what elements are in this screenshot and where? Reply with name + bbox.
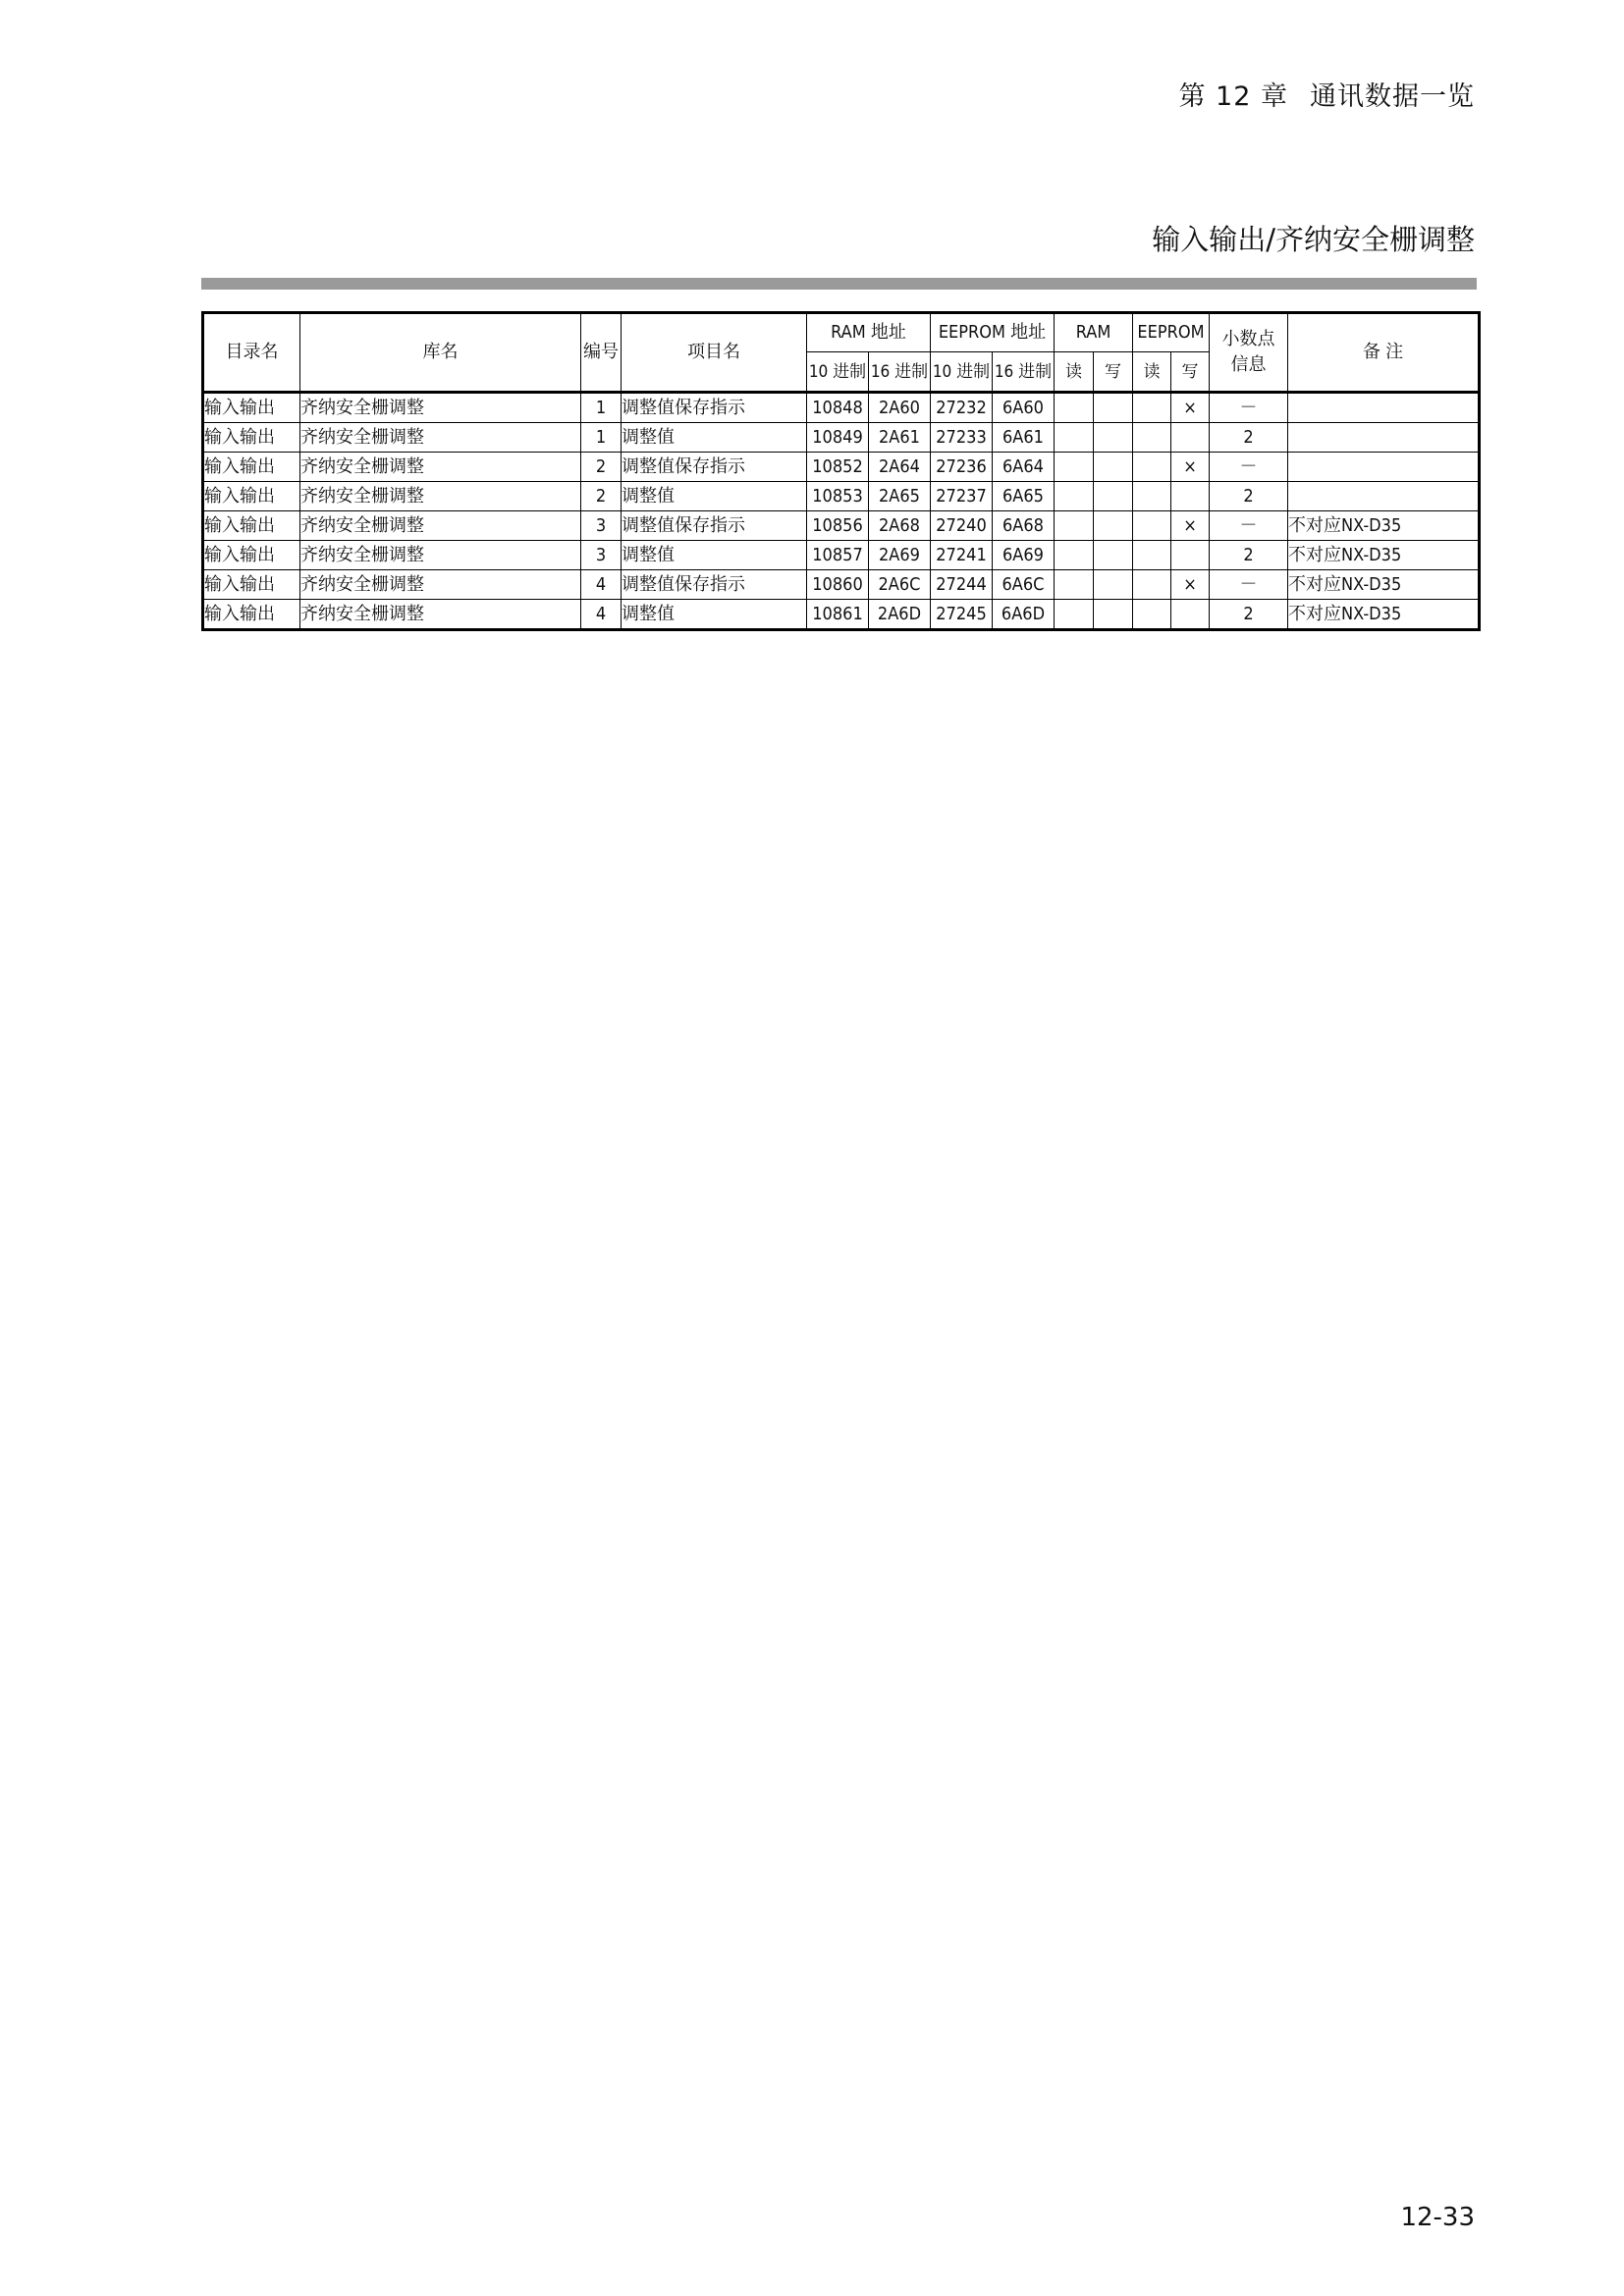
- col-header-decimal-info: 小数点信息: [1210, 313, 1288, 393]
- section-title: 输入输出/齐纳安全栅调整: [1152, 223, 1475, 256]
- cell-directory: 输入输出: [203, 600, 300, 630]
- cell-ram-read: [1055, 570, 1094, 600]
- cell-eeprom-dec: 27240: [931, 511, 993, 541]
- col-header-ram-address: RAM 地址: [807, 313, 931, 352]
- cell-eeprom-read: [1133, 570, 1171, 600]
- cell-directory: 输入输出: [203, 511, 300, 541]
- cell-number: 4: [581, 600, 622, 630]
- cell-eeprom-write: [1171, 482, 1210, 511]
- cell-library: 齐纳安全栅调整: [300, 511, 581, 541]
- cell-ram-hex: 2A61: [869, 423, 931, 453]
- cell-ram-hex: 2A6C: [869, 570, 931, 600]
- cell-eeprom-read: [1133, 423, 1171, 453]
- table-row: [203, 482, 1480, 511]
- cell-ram-dec: 10860: [807, 570, 869, 600]
- cell-ram-write: [1094, 570, 1133, 600]
- cell-remarks: 不对应NX-D35: [1288, 570, 1480, 600]
- col-header-ram-write: 写: [1094, 352, 1133, 393]
- col-header-eeprom-dec: 10 进制: [931, 352, 993, 393]
- cell-eeprom-hex: 6A68: [993, 511, 1055, 541]
- cell-number: 4: [581, 570, 622, 600]
- cell-ram-read: [1055, 482, 1094, 511]
- cell-number: 1: [581, 393, 622, 423]
- cell-ram-read: [1055, 453, 1094, 482]
- chapter-label: 第 12 章: [1178, 81, 1288, 112]
- cell-eeprom-dec: 27236: [931, 453, 993, 482]
- cell-eeprom-dec: 27241: [931, 541, 993, 570]
- cell-eeprom-hex: 6A61: [993, 423, 1055, 453]
- cell-decimal: 2: [1210, 482, 1288, 511]
- cell-number: 3: [581, 541, 622, 570]
- col-header-eeprom-address: EEPROM 地址: [931, 313, 1055, 352]
- cell-ram-dec: 10861: [807, 600, 869, 630]
- table-row: [203, 453, 1480, 482]
- cell-ram-write: [1094, 423, 1133, 453]
- table-row: [203, 570, 1480, 600]
- cell-remarks: 不对应NX-D35: [1288, 600, 1480, 630]
- col-header-remarks: 备 注: [1288, 313, 1480, 393]
- cell-ram-read: [1055, 600, 1094, 630]
- cell-item: 调整值保存指示: [622, 393, 807, 423]
- cell-ram-hex: 2A60: [869, 393, 931, 423]
- table-row: [203, 393, 1480, 423]
- cell-item: 调整值: [622, 541, 807, 570]
- col-header-ram: RAM: [1055, 313, 1133, 352]
- cell-eeprom-read: [1133, 453, 1171, 482]
- table-row: [203, 600, 1480, 630]
- cell-eeprom-hex: 6A64: [993, 453, 1055, 482]
- cell-eeprom-dec: 27245: [931, 600, 993, 630]
- cell-eeprom-hex: 6A6D: [993, 600, 1055, 630]
- cell-library: 齐纳安全栅调整: [300, 541, 581, 570]
- cell-eeprom-dec: 27232: [931, 393, 993, 423]
- col-header-ram-dec: 10 进制: [807, 352, 869, 393]
- section-divider: [201, 278, 1477, 290]
- cell-ram-read: [1055, 511, 1094, 541]
- col-header-number: 编号: [581, 313, 622, 393]
- cell-ram-hex: 2A65: [869, 482, 931, 511]
- cell-item: 调整值: [622, 482, 807, 511]
- cell-ram-write: [1094, 600, 1133, 630]
- col-header-directory: 目录名: [203, 313, 300, 393]
- table-body: [203, 393, 1480, 630]
- cell-ram-hex: 2A64: [869, 453, 931, 482]
- cell-eeprom-read: [1133, 482, 1171, 511]
- col-header-eeprom-read: 读: [1133, 352, 1171, 393]
- cell-ram-dec: 10849: [807, 423, 869, 453]
- cell-item: 调整值: [622, 423, 807, 453]
- cell-item: 调整值保存指示: [622, 511, 807, 541]
- cell-eeprom-write: ×: [1171, 511, 1210, 541]
- cell-eeprom-write: [1171, 423, 1210, 453]
- cell-directory: 输入输出: [203, 423, 300, 453]
- cell-eeprom-write: [1171, 541, 1210, 570]
- col-header-item: 项目名: [622, 313, 807, 393]
- cell-library: 齐纳安全栅调整: [300, 570, 581, 600]
- cell-eeprom-write: ×: [1171, 570, 1210, 600]
- cell-library: 齐纳安全栅调整: [300, 423, 581, 453]
- cell-number: 3: [581, 511, 622, 541]
- cell-eeprom-read: [1133, 511, 1171, 541]
- cell-ram-hex: 2A69: [869, 541, 931, 570]
- col-header-ram-read: 读: [1055, 352, 1094, 393]
- cell-remarks: [1288, 482, 1480, 511]
- cell-ram-write: [1094, 511, 1133, 541]
- cell-eeprom-hex: 6A60: [993, 393, 1055, 423]
- cell-library: 齐纳安全栅调整: [300, 453, 581, 482]
- cell-eeprom-hex: 6A6C: [993, 570, 1055, 600]
- cell-ram-hex: 2A68: [869, 511, 931, 541]
- cell-item: 调整值: [622, 600, 807, 630]
- cell-number: 1: [581, 423, 622, 453]
- col-header-ram-hex: 16 进制: [869, 352, 931, 393]
- cell-ram-dec: 10853: [807, 482, 869, 511]
- cell-ram-dec: 10848: [807, 393, 869, 423]
- cell-ram-dec: 10852: [807, 453, 869, 482]
- cell-library: 齐纳安全栅调整: [300, 482, 581, 511]
- cell-eeprom-write: ×: [1171, 453, 1210, 482]
- cell-directory: 输入输出: [203, 453, 300, 482]
- table-row: [203, 511, 1480, 541]
- cell-remarks: [1288, 453, 1480, 482]
- cell-eeprom-hex: 6A65: [993, 482, 1055, 511]
- cell-remarks: 不对应NX-D35: [1288, 541, 1480, 570]
- cell-item: 调整值保存指示: [622, 570, 807, 600]
- cell-ram-dec: 10857: [807, 541, 869, 570]
- table-row: [203, 423, 1480, 453]
- cell-directory: 输入输出: [203, 393, 300, 423]
- chapter-header: [1178, 75, 1475, 113]
- cell-ram-read: [1055, 423, 1094, 453]
- chapter-title: 通讯数据一览: [1310, 81, 1475, 112]
- cell-decimal: －: [1210, 453, 1288, 482]
- cell-directory: 输入输出: [203, 570, 300, 600]
- register-table: [201, 311, 1481, 631]
- cell-ram-write: [1094, 482, 1133, 511]
- cell-ram-write: [1094, 453, 1133, 482]
- cell-remarks: [1288, 393, 1480, 423]
- page-number: 12-33: [1400, 2203, 1475, 2232]
- cell-decimal: 2: [1210, 600, 1288, 630]
- table-header: [203, 313, 1480, 393]
- cell-decimal: －: [1210, 393, 1288, 423]
- cell-eeprom-write: [1171, 600, 1210, 630]
- cell-number: 2: [581, 482, 622, 511]
- col-header-eeprom: EEPROM: [1133, 313, 1210, 352]
- col-header-library: 库名: [300, 313, 581, 393]
- cell-eeprom-dec: 27233: [931, 423, 993, 453]
- cell-eeprom-hex: 6A69: [993, 541, 1055, 570]
- cell-eeprom-read: [1133, 600, 1171, 630]
- cell-ram-hex: 2A6D: [869, 600, 931, 630]
- col-header-eeprom-write: 写: [1171, 352, 1210, 393]
- cell-ram-write: [1094, 541, 1133, 570]
- cell-ram-read: [1055, 541, 1094, 570]
- cell-directory: 输入输出: [203, 541, 300, 570]
- cell-decimal: －: [1210, 570, 1288, 600]
- cell-decimal: 2: [1210, 423, 1288, 453]
- cell-library: 齐纳安全栅调整: [300, 393, 581, 423]
- cell-eeprom-write: ×: [1171, 393, 1210, 423]
- cell-eeprom-dec: 27237: [931, 482, 993, 511]
- cell-library: 齐纳安全栅调整: [300, 600, 581, 630]
- cell-number: 2: [581, 453, 622, 482]
- cell-decimal: －: [1210, 511, 1288, 541]
- col-header-eeprom-hex: 16 进制: [993, 352, 1055, 393]
- cell-decimal: 2: [1210, 541, 1288, 570]
- table-row: [203, 541, 1480, 570]
- cell-directory: 输入输出: [203, 482, 300, 511]
- cell-ram-dec: 10856: [807, 511, 869, 541]
- cell-eeprom-read: [1133, 393, 1171, 423]
- cell-ram-read: [1055, 393, 1094, 423]
- cell-remarks: [1288, 423, 1480, 453]
- cell-item: 调整值保存指示: [622, 453, 807, 482]
- cell-ram-write: [1094, 393, 1133, 423]
- cell-eeprom-dec: 27244: [931, 570, 993, 600]
- cell-remarks: 不对应NX-D35: [1288, 511, 1480, 541]
- cell-eeprom-read: [1133, 541, 1171, 570]
